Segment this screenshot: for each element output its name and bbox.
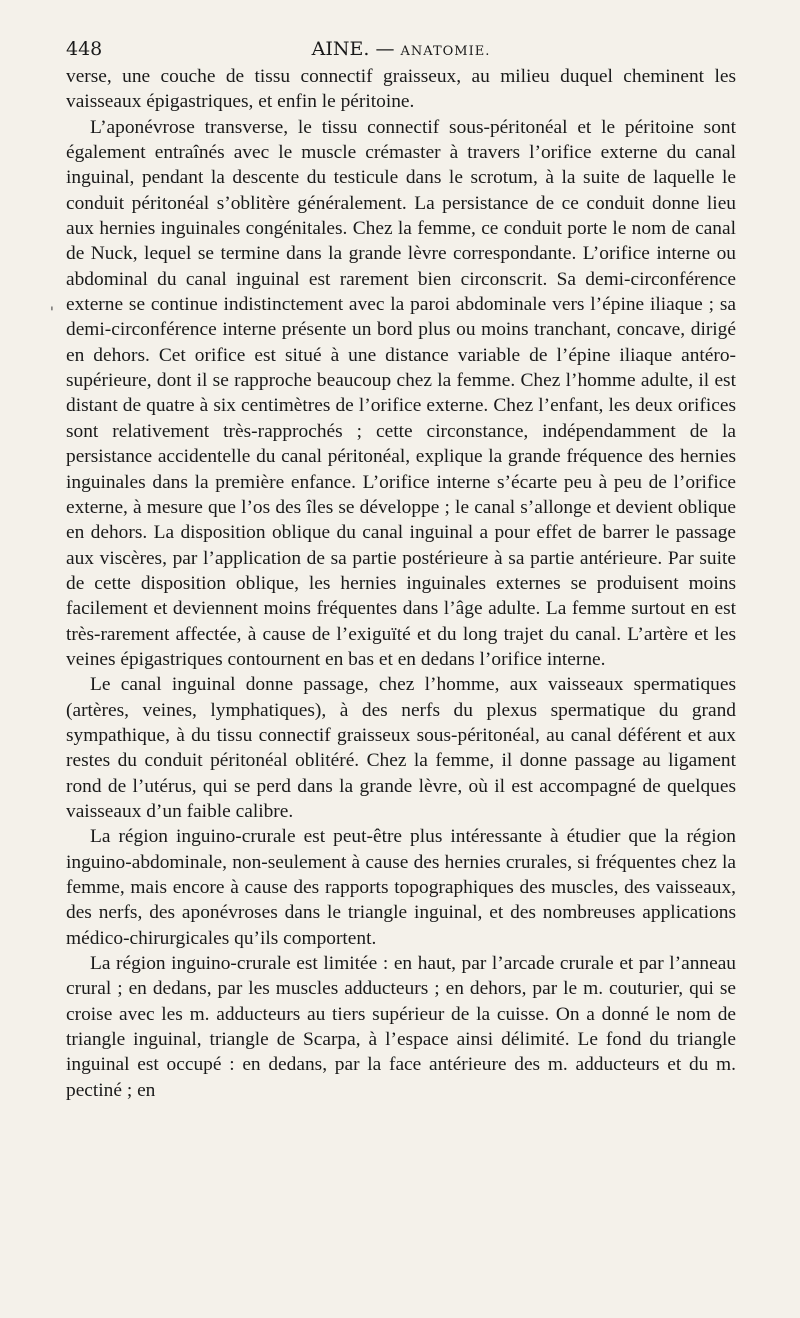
margin-mark: ': [50, 305, 54, 321]
running-title: [66, 34, 736, 67]
paragraph-continued: verse, une couche de tissu connectif graisseux, au milieu duquel cheminent les vaisseaux épigastriques, et enfin le péritoine.: [66, 66, 736, 113]
page: [66, 34, 736, 1103]
paragraph-aponevrose: L’aponévrose transverse, le tissu connectif sous-péritonéal et le péritoine sont également entraînés avec le muscle crémaster à travers l’orifice externe du canal inguinal, pendant la descente du testicule dans le scrotum, à la suite de laquelle le conduit péritonéal s’oblitère généralement. La persistance de ce conduit donne lieu aux hernies inguinales congénitales. Chez la femme, ce conduit porte le nom de canal de Nuck, lequel se termine dans la grande lèvre correspondante. L’orifice interne ou abdominal du canal inguinal est rarement bien circonscrit. Sa demi-circonférence externe se continue indistinctement avec la paroi abdominale vers l’épine iliaque ; sa demi-circonférence interne présente un bord plus ou moins tranchant, concave, dirigé en dehors. Cet orifice est situé à une distance variable de l’épine iliaque antéro-supérieure, dont il se rapproche beaucoup chez la femme. Chez l’homme adulte, il est distant de quatre à six centimètres de l’orifice externe. Chez l’enfant, les deux orifices sont relativement très-rapprochés ; cette circonstance, indépendamment de la persistance accidentelle du canal péritonéal, explique la grande fréquence des hernies inguinales dans la première enfance. L’orifice interne s’écarte peu à peu de l’orifice externe, à mesure que l’os des îles se développe ; le canal s’allonge et devient oblique en dehors. La disposition oblique du canal inguinal a pour effet de barrer le passage aux viscères, par l’application de sa partie postérieure à sa partie antérieure. Par suite de cette disposition oblique, les hernies inguinales externes se produisent moins facilement et deviennent moins fréquentes dans l’âge adulte. La femme surtout en est très-rarement affectée, à cause de l’exiguïté et du long trajet du canal. L’artère et les veines épigastriques contournent en bas et en dedans l’orifice interne.: [66, 116, 736, 670]
page-number: 448: [66, 38, 103, 60]
running-title-separator: —: [375, 38, 395, 60]
running-title-subtitle: ANATOMIE.: [400, 44, 491, 59]
paragraph-canal-inguinal: Le canal inguinal donne passage, chez l’homme, aux vaisseaux spermatiques (artères, veines, lymphatiques), à des nerfs du plexus spermatique du grand sympathique, à du tissu connectif graisseux sous-péritonéal, au canal déférent et aux restes du conduit péritonéal oblitéré. Chez la femme, il donne passage au ligament rond de l’utérus, qui se perd dans la grande lèvre, où il est accompagné de quelques vaisseaux d’un faible calibre.: [66, 674, 736, 822]
page-header: [66, 34, 736, 64]
paragraph-region-inguino-crurale: La région inguino-crurale est peut-être plus intéressante à étudier que la région inguino-abdominale, non-seulement à cause des hernies crurales, si fréquentes chez la femme, mais encore à cause des rapports topographiques des muscles, des vaisseaux, des nerfs, des aponévroses dans le triangle inguinal, et des nombreuses applications médico-chirurgicales qu’ils comportent.: [66, 826, 736, 949]
running-title-main: AINE.: [311, 38, 370, 60]
body-text: [66, 64, 736, 1103]
paragraph-limites: La région inguino-crurale est limitée : en haut, par l’arcade crurale et par l’anneau crural ; en dedans, par les muscles adducteurs ; en dehors, par le m. couturier, qui se croise avec les m. adducteurs au tiers supérieur de la cuisse. On a donné le nom de triangle inguinal, triangle de Scarpa, à l’espace ainsi délimité. Le fond du triangle inguinal est occupé : en dedans, par la face antérieure des m. adducteurs et du m. pectiné ; en: [66, 953, 736, 1101]
